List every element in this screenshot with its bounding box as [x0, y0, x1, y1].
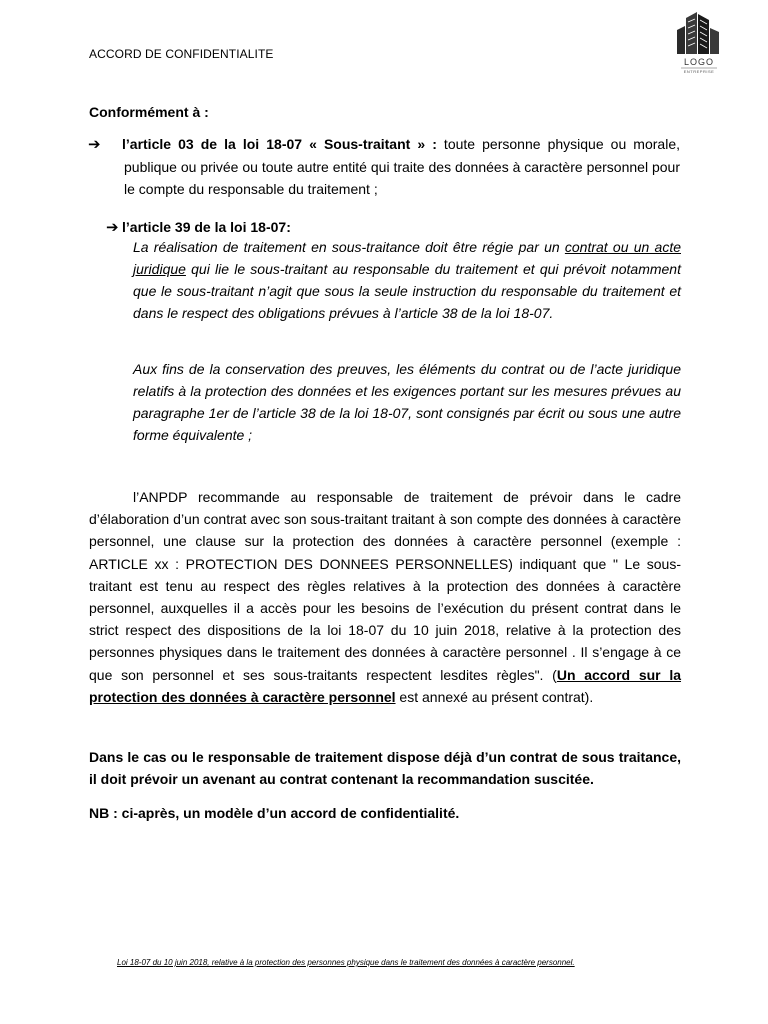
main-paragraph-highlight: Un accord sur la protection des données à caractère personnel: [89, 666, 682, 705]
article-03-text: toute personne physique ou morale, publique ou privée ou toute autre entité qui traite des données à caractère personnel pour le compte du responsable du traitement ;: [124, 136, 680, 197]
main-paragraph-text-b: est annexé au présent contrat).: [395, 688, 594, 705]
nb-paragraph: NB : ci-après, un modèle d’un accord de confidentialité.: [89, 805, 460, 821]
article-39-quote-1: [133, 236, 681, 324]
arrow-right-icon: ➔: [106, 219, 119, 236]
header-title: ACCORD DE CONFIDENTIALITE: [89, 47, 274, 61]
building-logo-icon: [667, 8, 731, 78]
logo-text: LOGO: [683, 57, 715, 67]
amendment-paragraph: Dans le cas ou le responsable de traitement dispose déjà d’un contrat de sous traitance, il doit prévoir un avenant au contrat contenant la recommandation suscitée.: [89, 749, 681, 788]
article-39-quote-2: Aux fins de la conservation des preuves, les éléments du contrat ou de l’acte juridique relatifs à la protection des données et les exigences portant sur les mesures prévues au paragraphe 1er de l’article 38 de la loi 18-07, sont consignés par écrit ou sous une autre forme équivalente ;: [133, 361, 681, 443]
company-logo: [667, 8, 731, 78]
quote-1-text-a: La réalisation de traitement en sous-traitance doit être régie par un: [133, 239, 565, 255]
footnote: Loi 18-07 du 10 juin 2018, relative à la protection des personnes physique dans le traitement des données à caractère personnel.: [117, 958, 575, 967]
intro-heading: Conformément à :: [89, 104, 209, 120]
article-03-title: l’article 03 de la loi 18-07 « Sous-traitant » :: [122, 136, 437, 152]
main-paragraph-text-a: l’ANPDP recommande au responsable de traitement de prévoir dans le cadre d’élaboration d’un contrat avec son sous-traitant traitant à son compte des données à caractère personnel, une clause sur la protection des données à caractère personnel (exemple : ARTICLE xx : PROTECTION DES DONNEES PERSONNELLES) indiquant que " Le sous-traitant est tenu au respect des règles relatives à la protection des données à caractère personnel, auxquelles il a accès pour les besoins de l’exécution du présent contrat dans le strict respect des dispositions de la loi 18-07 du 10 juin 2018, relative à la protection des personnes physiques dans le traitement des données à caractère personnel . Il s’engage à ce que son personnel et ses sous-traitants respectent lesdites règles". (: [89, 489, 681, 683]
article-03-item: [88, 133, 680, 200]
article-39-title: l’article 39 de la loi 18-07:: [122, 219, 291, 235]
arrow-right-icon: ➔: [88, 136, 101, 153]
anpdp-recommendation-paragraph: [89, 486, 681, 708]
logo-subtext: ENTREPRISE: [683, 69, 715, 74]
quote-1-underlined: contrat ou un acte juridique: [133, 239, 681, 277]
quote-1-text-b: qui lie le sous-traitant au responsable du traitement et qui prévoit notamment que le sous-traitant n’agit que sous la seule instruction du responsable du traitement et dans le respect des obligations prévues à l’article 38 de la loi 18-07.: [133, 261, 681, 321]
